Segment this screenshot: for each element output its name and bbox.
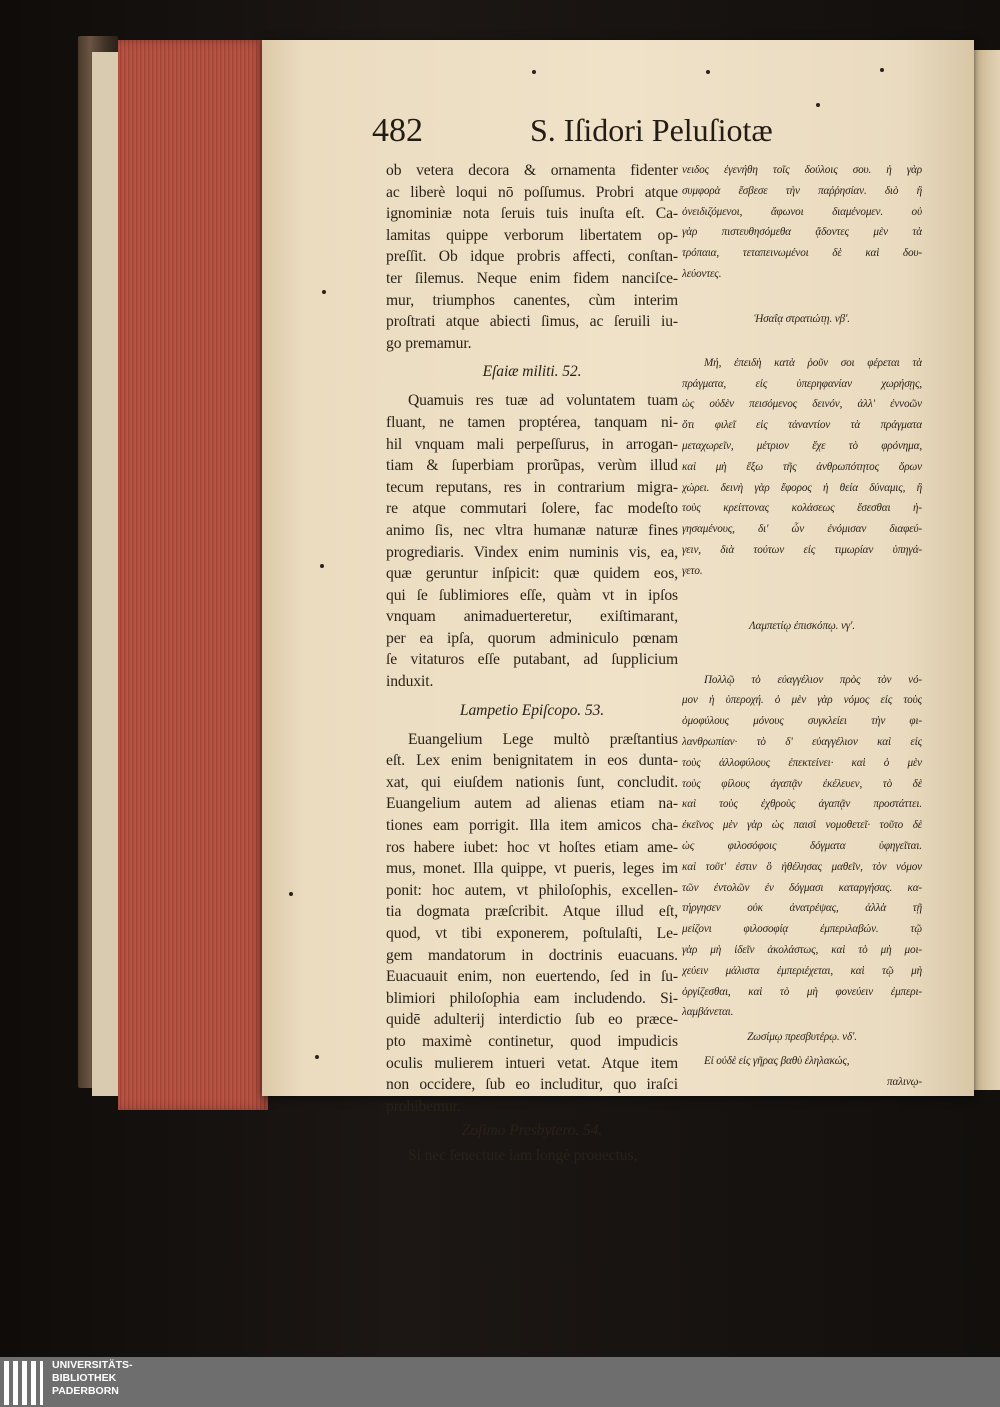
latin-line: ignominiæ nota ſeruis tuis inuſta eſt. Ca- xyxy=(386,205,678,223)
latin-line: tiones eam porrigit. Illa item amicos cha- xyxy=(386,817,678,835)
greek-line: Μή, ἐπειδὴ κατὰ ῥοῦν σοι φέρεται τὰ xyxy=(704,356,922,369)
latin-line: non occidere, ſub eo includitur, quo iraſci xyxy=(386,1076,678,1094)
section-heading: Lampetio Epiſcopo. 53. xyxy=(459,701,605,719)
greek-line: γὰρ μὴ ἰδεῖν ἀκολάστως, καὶ τὸ μὴ μοι- xyxy=(682,943,922,956)
latin-column xyxy=(386,160,678,1167)
latin-line: ros habere iubet: hoc vt hoſtes etiam ame- xyxy=(386,838,678,856)
greek-line: καὶ τοῦτ' ἐστιν ὃ ἠθέλησας μαθεῖν, τὸν νόμον xyxy=(682,860,922,873)
section-heading: Eſaiæ militi. 52. xyxy=(482,363,582,381)
latin-line: Quamuis res tuæ ad voluntatem tuam xyxy=(408,392,678,410)
latin-line: oculis mulierem intueri vetat. Atque item xyxy=(386,1054,678,1072)
greek-line: συμφορὰ ἔσβεσε τὴν παῤῥησίαν. διὸ ἢ xyxy=(682,184,922,197)
latin-line: xat, qui eiuſdem nationis ſunt, concludit. xyxy=(386,773,678,791)
library-logo-icon xyxy=(4,1361,44,1405)
cover-endpaper xyxy=(92,52,120,1096)
latin-line: induxit. xyxy=(386,673,434,691)
greek-line: μον ἡ ὑπεροχή. ὁ μὲν γὰρ νόμος εἰς τοὺς xyxy=(682,694,922,707)
latin-line: Euangelium autem ad alienas etiam na- xyxy=(386,795,678,813)
latin-line: progrediaris. Vindex enim numinis vis, ea, xyxy=(386,543,678,561)
paper-speck xyxy=(816,103,820,107)
latin-line: tiam & ſuperbiam prorũpas, verùm illud xyxy=(386,457,678,475)
latin-line: ac liberè loqui nō poſſumus. Probri atque xyxy=(386,183,678,201)
latin-line: pto maximè continetur, quod impudicis xyxy=(386,1032,678,1050)
latin-line: per ea ipſa, quorum adminiculo pœnam xyxy=(386,629,678,647)
section-heading: Ἡσαΐᾳ στρατιώτῃ. νβʹ. xyxy=(754,312,850,325)
section-heading: Zoſimo Presbytero. 54. xyxy=(461,1122,603,1140)
page-header xyxy=(372,108,782,158)
running-head: S. Iſidori Peluſiotæ xyxy=(530,112,773,148)
greek-line: τοὺς φίλους ἀγαπᾷν ἐκέλευεν, τὸ δὲ xyxy=(682,777,922,790)
latin-line: hil vnquam mali perpeſſurus, in arrogan- xyxy=(386,435,678,453)
paper-speck xyxy=(706,70,710,74)
greek-line: ὀργίζεσθαι, καὶ τὸ μὴ φονεύειν ἐμπερι- xyxy=(682,985,922,998)
paper-speck xyxy=(315,1055,319,1059)
greek-line: γετο. xyxy=(682,564,703,577)
latin-line: Si nec ſenectute iam longè prouectus, xyxy=(408,1147,638,1165)
latin-line: go premamur. xyxy=(386,334,472,352)
paper-speck xyxy=(320,564,324,568)
greek-line: καὶ τοὺς ἐχθροὺς ἀγαπᾷν προστάττει. xyxy=(682,798,922,811)
greek-line: ὁμοφύλους μόνους συγκλείει τὴν φι- xyxy=(682,715,922,728)
greek-line: ὀνειδιζόμενοι, ἄφωνοι διαμένομεν. οὐ xyxy=(682,205,922,218)
greek-line: μεταχωρεῖν, μέτριον ἔχε τὸ φρόνημα, xyxy=(682,439,922,452)
greek-line: τρόπαια, τεταπεινωμένοι δὲ καὶ δου- xyxy=(682,247,922,260)
greek-line: χεύειν μάλιστα ἐμπεριέχεται, καὶ τῷ μὴ xyxy=(682,964,922,977)
section-heading: Ζωσίμῳ πρεσβυτέρῳ. νδʹ. xyxy=(747,1031,857,1044)
latin-line: Euangelium Lege multò præſtantius xyxy=(408,730,678,748)
latin-line: quod, vt tibi exponerem, poſtulaſti, Le- xyxy=(386,925,678,942)
latin-line: vnquam animaduerteretur, exiſtimarant, xyxy=(386,608,678,626)
greek-line: χώρει. δεινὴ γὰρ ἔφορος ἡ θεία δύναμις, ἣ xyxy=(682,481,922,494)
greek-line: ὡς φιλοσόφοις δόγματα ὑφηγεῖται. xyxy=(682,839,922,852)
library-footer-bar xyxy=(0,1357,1000,1407)
latin-line: preſſit. Ob idque probris affecti, conſtan- xyxy=(386,248,678,266)
latin-line: ſe vitaturos eſſe putabant, ad ſupplicium xyxy=(386,651,678,669)
latin-line: animo ſis, nec vltra humanæ naturæ fines xyxy=(386,521,678,539)
latin-line: mus, monet. Illa quippe, vt pueris, leges im xyxy=(386,860,678,878)
greek-line: Εἰ οὐδὲ εἰς γῆρας βαθὺ ἐληλακώς, xyxy=(704,1055,850,1068)
latin-line: lamitas quippe verborum libertatem op- xyxy=(386,226,678,244)
latin-line: ob vetera decora & ornamenta fidenter xyxy=(386,162,678,179)
greek-line: τῶν ἐντολῶν ἐν δόγμασι καταργήσας. κα- xyxy=(682,881,922,894)
latin-line: qui ſe ſublimiores eſſe, quàm vt in ipſos xyxy=(386,586,678,604)
greek-line: λανθρωπίαν· τὸ δ' εὐαγγέλιον καὶ εἰς xyxy=(682,735,922,748)
latin-line: Euacuauit enim, non euertendo, ſed in ſu- xyxy=(386,968,678,986)
latin-line: mur, triumphos canentes, cùm interim xyxy=(386,291,678,309)
greek-line: λεύοντες. xyxy=(682,267,722,280)
paper-speck xyxy=(322,290,326,294)
greek-catchword: παλινῳ- xyxy=(887,1075,922,1088)
greek-line: γὰρ πιστευθησόμεθα ᾄδοντες μὲν τὰ xyxy=(682,226,922,239)
latin-line: gem mandatorum in doctrinis euacuans. xyxy=(386,946,678,964)
library-name-line: PADERBORN xyxy=(52,1385,119,1397)
latin-line: tecum reputans, res in contrarium migra- xyxy=(386,478,678,496)
latin-line: eſt. Lex enim benignitatem in eos dunta- xyxy=(386,752,678,770)
page-number: 482 xyxy=(372,112,423,149)
greek-line: Πολλῷ τὸ εὐαγγέλιον πρὸς τὸν νό- xyxy=(704,673,922,686)
greek-line: ὡς οὐδὲν πεισόμενος δεινόν, ἀλλ' ἐννοῶν xyxy=(682,398,922,411)
latin-line: prohibemur. xyxy=(386,1097,461,1115)
red-page-edges xyxy=(118,40,268,1110)
greek-line: τήργησεν οὐκ ἀνατρέψας, ἀλλὰ τῇ xyxy=(682,902,922,915)
greek-line: καὶ μὴ ἔξω τῆς ἀνθρωπότητος ὅρων xyxy=(682,460,922,473)
library-name-line: UNIVERSITÄTS- xyxy=(52,1359,133,1371)
latin-line: re atque commutari ſolere, fac modeſto xyxy=(386,500,678,518)
latin-line: ponit: hoc autem, vt philoſophis, excellen- xyxy=(386,881,678,899)
library-name-line: BIBLIOTHEK xyxy=(52,1372,117,1384)
greek-column xyxy=(682,160,922,1093)
greek-line: γησαμένους, δι' ὧν ἐνόμισαν διαφεύ- xyxy=(682,523,922,536)
paper-speck xyxy=(289,892,293,896)
latin-line: ter ſilemus. Neque enim fidem nanciſce- xyxy=(386,269,678,287)
greek-line: πράγματα, εἰς ὑπερηφανίαν χωρήσῃς, xyxy=(682,377,922,390)
greek-line: ἐκεῖνος μὲν γὰρ ὡς παισὶ νομοθετεῖ· τοῦτο δὲ xyxy=(682,819,922,832)
latin-line: fluant, ne tamen proptérea, tanquam ni- xyxy=(386,413,678,431)
latin-line: quidē adulterij interdictio ſub eo præce- xyxy=(386,1011,678,1029)
greek-line: λαμβάνεται. xyxy=(682,1006,734,1019)
latin-line: blimiori philoſophia eam includendo. Si- xyxy=(386,989,678,1007)
paper-speck xyxy=(880,68,884,72)
greek-line: νειδος ἐγενήθη τοῖς δούλοις σου. ἡ γὰρ xyxy=(682,164,922,176)
greek-line: ὅτι φιλεῖ εἰς τἀναντίον τὰ πράγματα xyxy=(682,419,922,432)
library-name xyxy=(52,1359,133,1398)
latin-line: proſtrati atque abiecti ſimus, ac ſeruili iu- xyxy=(386,313,678,331)
latin-line: tia dogmata præſcribit. Atque illud eſt, xyxy=(386,903,678,921)
paper-speck xyxy=(532,70,536,74)
latin-line: quæ geruntur inſpicit: quæ quidem eos, xyxy=(386,565,678,583)
greek-line: μείζονι φιλοσοφίᾳ ἐμπεριλαβών. τῷ xyxy=(682,923,922,936)
greek-line: τοὺς κρείττονας κολάσεως ἔσεσθαι ἡ- xyxy=(682,502,922,515)
greek-line: τοὺς ἀλλοφύλους ἐπεκτείνει· καὶ ὁ μὲν xyxy=(682,756,922,769)
section-heading: Λαμπετίῳ ἐπισκόπῳ. νγʹ. xyxy=(749,619,855,632)
greek-line: γειν, διὰ τούτων εἰς τιμωρίαν ὑπηγά- xyxy=(682,543,922,556)
